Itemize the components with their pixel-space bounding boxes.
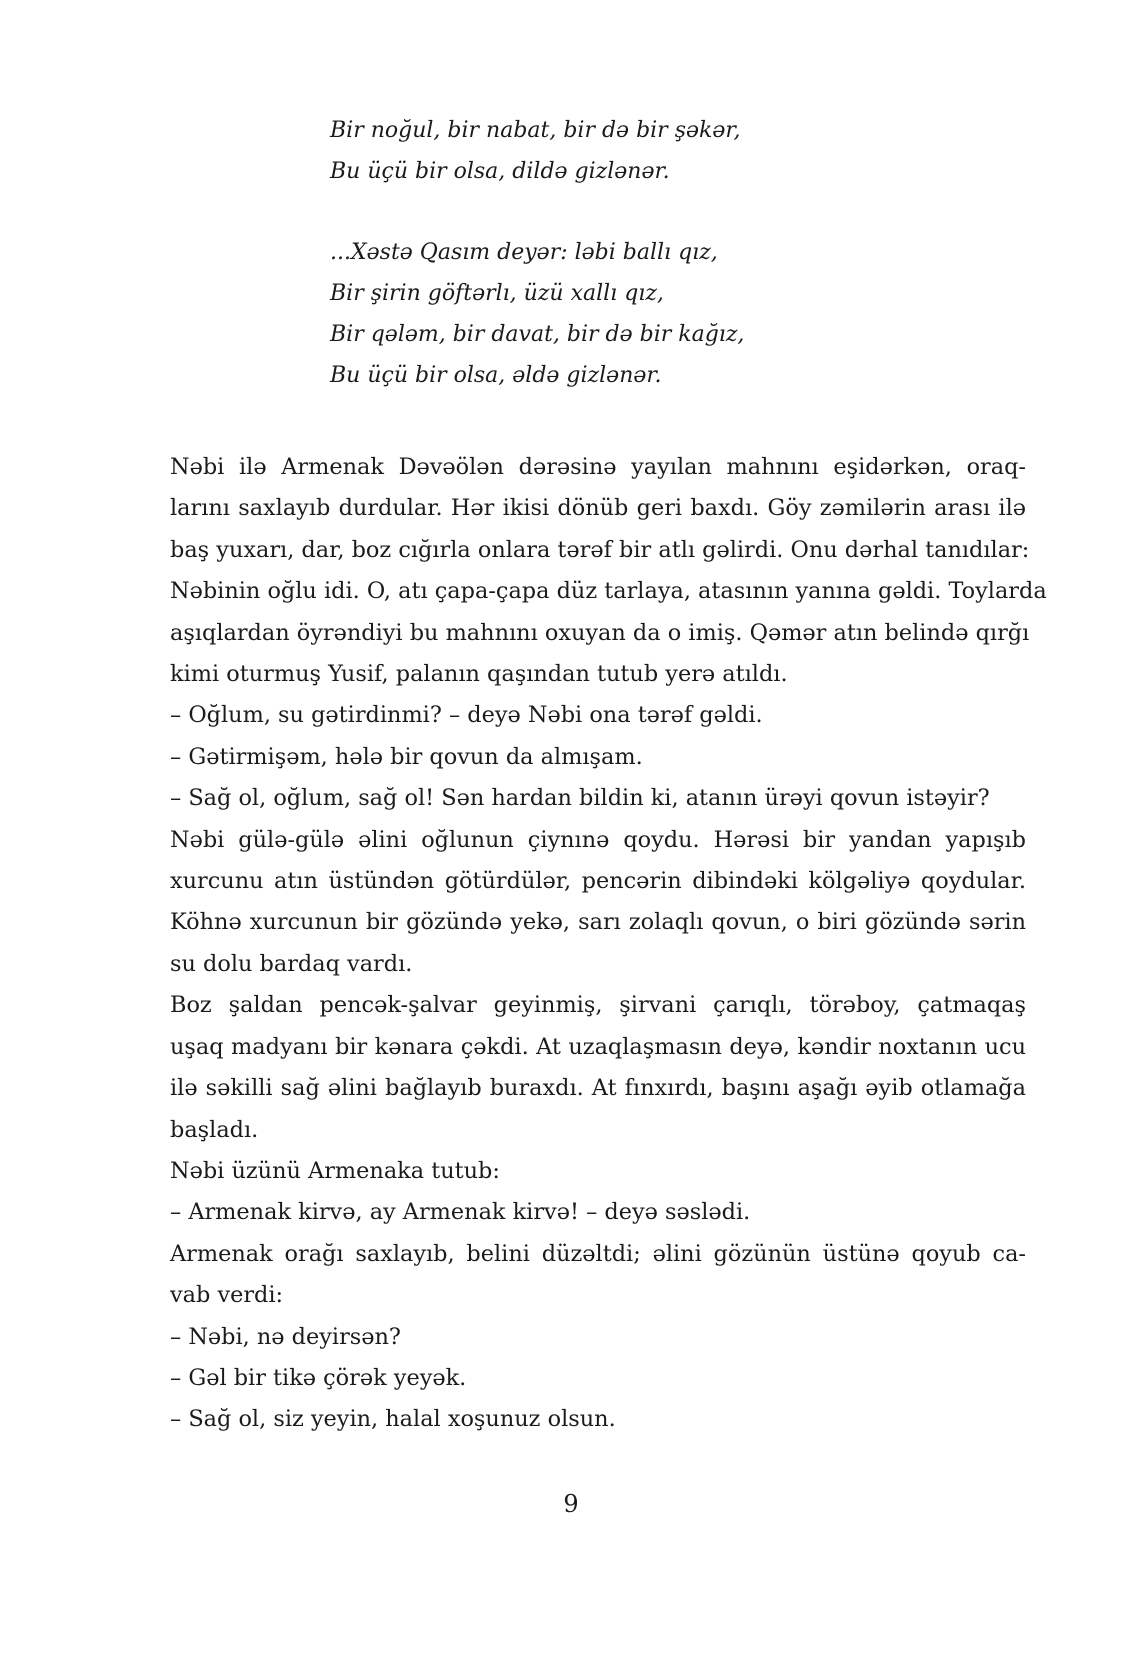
page-number: 9 <box>563 1490 579 1518</box>
poem-verse <box>330 110 744 436</box>
verse-line: ...Xəstə Qasım deyər: ləbi ballı qız, <box>330 240 718 265</box>
text-line: ilə səkilli sağ əlini bağlayıb buraxdı. At fınxırdı, başını aşağı əyib otlamağa <box>170 1075 1026 1102</box>
dialogue-line: – Sağ ol, siz yeyin, halal xoşunuz olsun. <box>170 1406 616 1433</box>
verse-line: Bu üçü bir olsa, dildə gizlənər. <box>330 159 670 184</box>
paragraph <box>158 1234 1026 1317</box>
text-line: Köhnə xurcunun bir gözündə yekə, sarı zolaqlı qovun, o biri gözündə sərin <box>170 909 1026 936</box>
text-line: aşıqlardan öyrəndiyi bu mahnını oxuyan da o imiş. Qəmər atın belində qırğı <box>170 619 1030 646</box>
text-line: Nəbi gülə-gülə əlini oğlunun çiynınə qoydu. Hərəsi bir yandan yapışıb <box>170 826 1026 853</box>
verse-stanza-2 <box>330 232 744 396</box>
text-line: xurcunu atın üstündən götürdülər, pencərin dibindəki kölgəliyə qoydular. <box>170 868 1026 895</box>
dialogue-line: – Oğlum, su gətirdinmi? – deyə Nəbi ona tərəf gəldi. <box>170 702 763 729</box>
text-line: su dolu bardaq vardı. <box>170 950 413 977</box>
text-line: vab verdi: <box>170 1282 284 1309</box>
verse-line: Bir qələm, bir davat, bir də bir kağız, <box>330 322 745 347</box>
text-line: baş yuxarı, dar, boz cığırla onlara tərəf bir atlı gəlirdi. Onu dərhal tanıdılar: <box>170 536 1030 563</box>
dialogue-line: – Gətirmişəm, hələ bir qovun da almışam. <box>170 743 643 770</box>
verse-stanza-1 <box>330 110 744 192</box>
text-line: kimi oturmuş Yusif, palanın qaşından tutub yerə atıldı. <box>170 661 788 688</box>
paragraph <box>158 447 1047 695</box>
text-line: Nəbi ilə Armenak Dəvəölən dərəsinə yayılan mahnını eşidərkən, oraq- <box>170 454 1026 480</box>
verse-line: Bir noğul, bir nabat, bir də bir şəkər, <box>330 118 741 143</box>
text-line: larını saxlayıb durdular. Hər ikisi dönüb geri baxdı. Göy zəmilərin arası ilə <box>170 495 1026 522</box>
paragraph: Nəbi üzünü Armenaka tutub: <box>170 1157 500 1184</box>
text-line: Armenak orağı saxlayıb, belini düzəltdi; əlini gözünün üstünə qoyub ca- <box>170 1240 1026 1267</box>
verse-line: Bu üçü bir olsa, əldə gizlənər. <box>330 363 662 388</box>
verse-line: Bir şirin göftərlı, üzü xallı qız, <box>330 281 664 306</box>
dialogue-line: – Sağ ol, oğlum, sağ ol! Sən hardan bildin ki, atanın ürəyi qovun istəyir? <box>170 785 990 812</box>
dialogue-line: – Nəbi, nə deyirsən? <box>170 1323 401 1350</box>
dialogue-line: – Gəl bir tikə çörək yeyək. <box>170 1364 467 1391</box>
text-line: başladı. <box>170 1116 259 1143</box>
text-line: uşaq madyanı bir kənara çəkdi. At uzaqlaşmasın deyə, kəndir noxtanın ucu <box>170 1033 1026 1060</box>
text-line: Boz şaldan pencək-şalvar geyinmiş, şirvani çarıqlı, törəboy, çatmaqaş <box>170 992 1026 1019</box>
dialogue-line: – Armenak kirvə, ay Armenak kirvə! – deyə səslədi. <box>170 1199 751 1226</box>
text-line: Nəbinin oğlu idi. O, atı çapa-çapa düz tarlaya, atasının yanına gəldi. Toylarda <box>170 578 1047 605</box>
paragraph <box>158 985 1026 1151</box>
paragraph <box>158 820 1026 986</box>
prose-text <box>158 447 1047 1441</box>
